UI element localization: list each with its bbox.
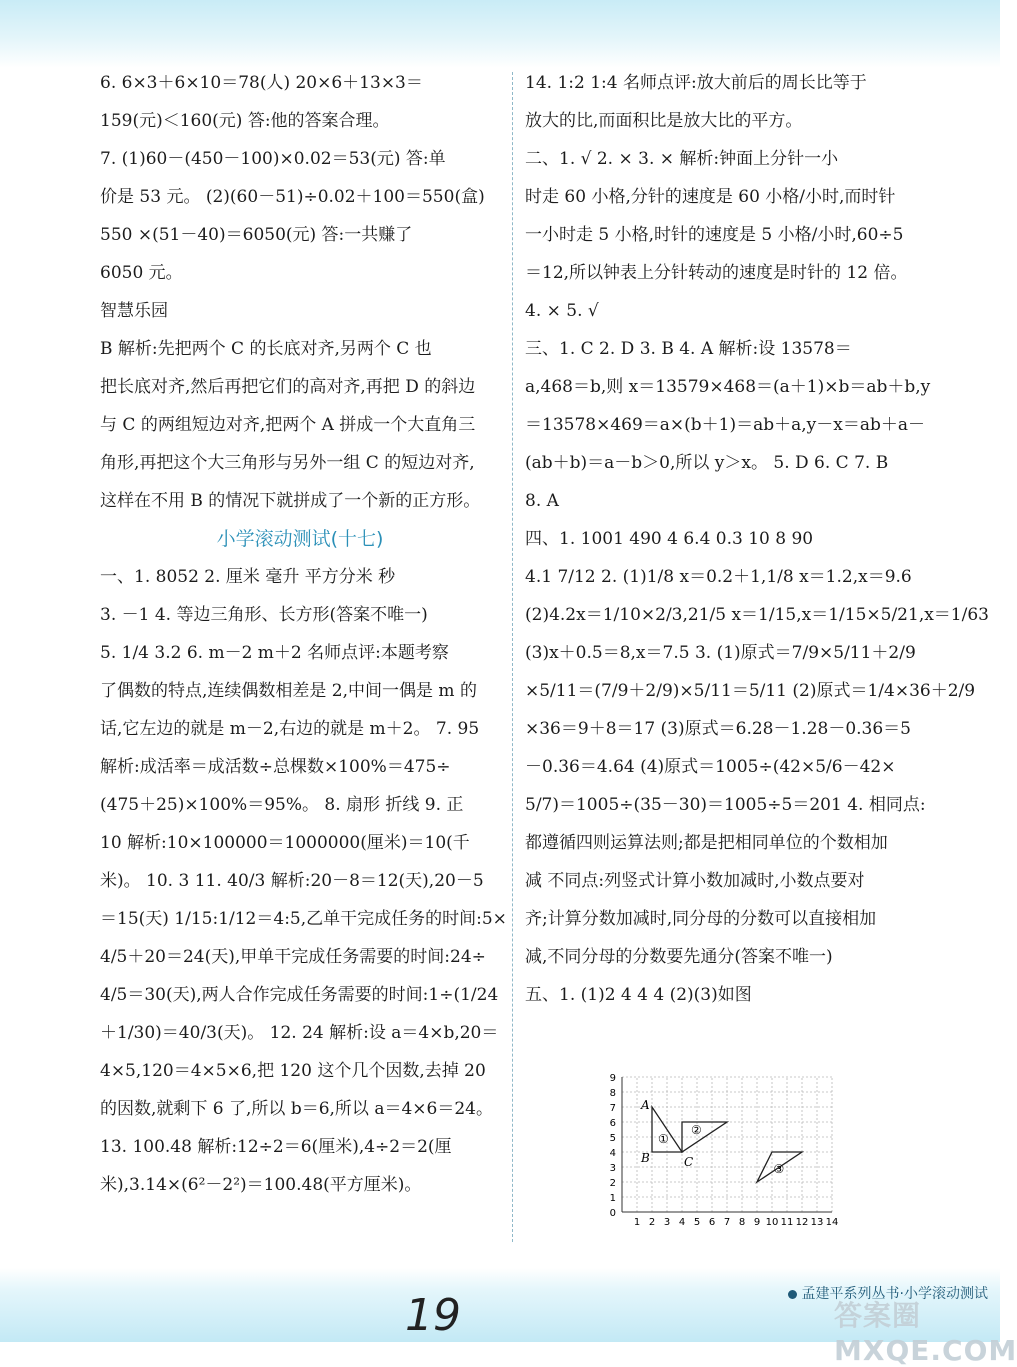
text-line: 把长底对齐,然后再把它们的高对齐,再把 D 的斜边 [100, 377, 476, 397]
y-tick-label: 6 [609, 1118, 616, 1129]
vertex-label-b: B [641, 1151, 650, 1165]
x-tick-label: 4 [678, 1217, 686, 1228]
x-tick-label: 7 [723, 1217, 731, 1228]
text-line: ＋1/30)＝40/3(天)。 12. 24 解析:设 a＝4×b,20＝ [100, 1023, 499, 1043]
text-line: 五、1. (1)2 4 4 4 (2)(3)如图 [525, 985, 752, 1005]
text-line: 三、1. C 2. D 3. B 4. A 解析:设 13578＝ [525, 339, 852, 359]
text-line: (3)x＋0.5＝8,x＝7.5 3. (1)原式＝7/9×5/11＋2/9 [525, 643, 916, 663]
text-line: 角形,再把这个大三角形与另外一组 C 的短边对齐, [100, 453, 475, 473]
text-line: ＝15(天) 1/15:1/12＝4:5,乙单干完成任务的时间:5× [100, 909, 507, 929]
watermark-logo: 答案圈 MXQE.COM [834, 1299, 1017, 1367]
y-tick-label: 4 [609, 1148, 616, 1159]
text-line: 减 不同点:列竖式计算小数加减时,小数点要对 [525, 871, 865, 891]
text-line: 放大的比,而面积比是放大比的平方。 [525, 111, 803, 131]
top-decorative-band [0, 0, 1000, 68]
text-line: 米),3.14×(6²－2²)＝100.48(平方厘米)。 [100, 1175, 422, 1195]
x-tick-label: 13 [810, 1217, 824, 1228]
text-line: 6. 6×3＋6×10＝78(人) 20×6＋13×3＝ [100, 73, 423, 93]
text-line: 一小时走 5 小格,时针的速度是 5 小格/小时,60÷5 [525, 225, 904, 245]
y-tick-label: 9 [609, 1073, 616, 1084]
section-title: 小学滚动测试(十七) [216, 528, 384, 550]
text-line: 13. 100.48 解析:12÷2＝6(厘米),4÷2＝2(厘 [100, 1137, 452, 1157]
x-tick-label: 14 [825, 1217, 839, 1228]
right-column [525, 64, 989, 1014]
text-line: －0.36＝4.64 (4)原式＝1005÷(42×5/6－42× [525, 757, 896, 777]
text-line: 与 C 的两组短边对齐,把两个 A 拼成一个大直角三 [100, 415, 476, 435]
text-line: 5. 1/4 3.2 6. m－2 m＋2 名师点评:本题考察 [100, 643, 449, 663]
bullet-icon [788, 1290, 797, 1299]
text-line: 齐;计算分数加减时,同分母的分数可以直接相加 [525, 909, 877, 929]
text-line: a,468＝b,则 x＝13579×468＝(a＋1)×b＝ab＋b,y [525, 377, 931, 397]
coordinate-grid-figure [600, 1060, 870, 1235]
text-line: 4×5,120＝4×5×6,把 120 这个几个因数,去掉 20 [100, 1061, 486, 1081]
text-line: 10 解析:10×100000＝1000000(厘米)＝10(千 [100, 833, 470, 853]
text-line: 价是 53 元。 (2)(60－51)÷0.02＋100＝550(盒) [100, 187, 485, 207]
text-line: 4/5＝30(天),两人合作完成任务需要的时间:1÷(1/24 [100, 985, 499, 1005]
text-line: 一、1. 8052 2. 厘米 毫升 平方分米 秒 [100, 567, 396, 587]
shape-label-3: ③ [773, 1162, 785, 1176]
text-line: (475＋25)×100%＝95%。 8. 扇形 折线 9. 正 [100, 795, 464, 815]
text-line: 都遵循四则运算法则;都是把相同单位的个数相加 [525, 833, 888, 853]
left-column [100, 64, 507, 1204]
text-line: 减,不同分母的分数要先通分(答案不唯一) [525, 947, 833, 967]
x-tick-label: 12 [795, 1217, 809, 1228]
text-line: (ab＋b)＝a－b＞0,所以 y＞x。 5. D 6. C 7. B [525, 453, 889, 473]
y-tick-label: 8 [609, 1088, 616, 1099]
x-tick-label: 3 [663, 1217, 671, 1228]
vertex-label-c: C [684, 1155, 694, 1169]
shape-label-2: ② [691, 1123, 702, 1137]
text-line: 8. A [525, 491, 559, 511]
y-tick-label: 0 [609, 1208, 616, 1219]
y-tick-label: 5 [609, 1133, 616, 1144]
text-line: 159(元)＜160(元) 答:他的答案合理。 [100, 111, 390, 131]
x-tick-label: 8 [738, 1217, 746, 1228]
y-tick-label: 3 [609, 1163, 616, 1174]
text-line: ＝12,所以钟表上分针转动的速度是时针的 12 倍。 [525, 263, 908, 283]
text-line: 的因数,就剩下 6 了,所以 b＝6,所以 a＝4×6＝24。 [100, 1099, 493, 1119]
grid-svg [600, 1060, 870, 1235]
y-tick-label: 7 [609, 1103, 616, 1114]
text-line: 3. －1 4. 等边三角形、长方形(答案不唯一) [100, 605, 428, 625]
footer-text: 孟建平系列丛书·小学滚动测试 [801, 1286, 988, 1302]
x-tick-label: 11 [780, 1217, 794, 1228]
text-line: 14. 1:2 1:4 名师点评:放大前后的周长比等于 [525, 73, 867, 93]
text-line: 时走 60 小格,分针的速度是 60 小格/小时,而时针 [525, 187, 896, 207]
text-line: ×5/11＝(7/9＋2/9)×5/11＝5/11 (2)原式＝1/4×36＋2/9 [525, 681, 976, 701]
vertex-label-a: A [641, 1098, 650, 1112]
x-tick-label: 6 [708, 1217, 716, 1228]
text-line: 话,它左边的就是 m－2,右边的就是 m＋2。 7. 95 [100, 719, 480, 739]
x-tick-label: 5 [693, 1217, 701, 1228]
page-number: 19 [405, 1290, 461, 1341]
text-line: 了偶数的特点,连续偶数相差是 2,中间一偶是 m 的 [100, 681, 477, 701]
text-line: 四、1. 1001 490 4 6.4 0.3 10 8 90 [525, 529, 814, 549]
text-line: 米)。 10. 3 11. 40/3 解析:20－8＝12(天),20－5 [100, 871, 484, 891]
text-line: 4. × 5. √ [525, 301, 599, 321]
shape-label-1: ① [658, 1132, 669, 1146]
text-line: 4/5＋20＝24(天),甲单干完成任务需要的时间:24÷ [100, 947, 486, 967]
triangle-2 [682, 1122, 727, 1152]
text-line: (2)4.2x＝1/10×2/3,21/5 x＝1/15,x＝1/15×5/21,x＝1/63 [525, 605, 989, 625]
text-line: ＝13578×469＝a×(b＋1)＝ab＋a,y－x＝ab＋a－ [525, 415, 926, 435]
text-line: 5/7)＝1005÷(35－30)＝1005÷5＝201 4. 相同点: [525, 795, 926, 815]
y-tick-label: 2 [609, 1178, 616, 1189]
y-tick-label: 1 [609, 1193, 616, 1204]
column-divider [512, 72, 513, 1242]
text-line: 这样在不用 B 的情况下就拼成了一个新的正方形。 [100, 491, 481, 511]
text-line: 二、1. √ 2. × 3. × 解析:钟面上分针一小 [525, 149, 839, 169]
text-line: 解析:成活率＝成活数÷总棵数×100%＝475÷ [100, 757, 451, 777]
x-tick-label: 1 [633, 1217, 641, 1228]
text-line: ×36＝9＋8＝17 (3)原式＝6.28－1.28－0.36＝5 [525, 719, 911, 739]
x-tick-label: 10 [765, 1217, 779, 1228]
text-line: 7. (1)60－(450－100)×0.02＝53(元) 答:单 [100, 149, 446, 169]
text-line: B 解析:先把两个 C 的长底对齐,另两个 C 也 [100, 339, 432, 359]
text-line: 6050 元。 [100, 263, 183, 283]
text-line: 4.1 7/12 2. (1)1/8 x＝0.2＋1,1/8 x＝1.2,x＝9.6 [525, 567, 912, 587]
x-tick-label: 9 [753, 1217, 761, 1228]
x-tick-label: 2 [648, 1217, 656, 1228]
subheading: 智慧乐园 [100, 301, 168, 321]
text-line: 550 ×(51－40)＝6050(元) 答:一共赚了 [100, 225, 413, 245]
